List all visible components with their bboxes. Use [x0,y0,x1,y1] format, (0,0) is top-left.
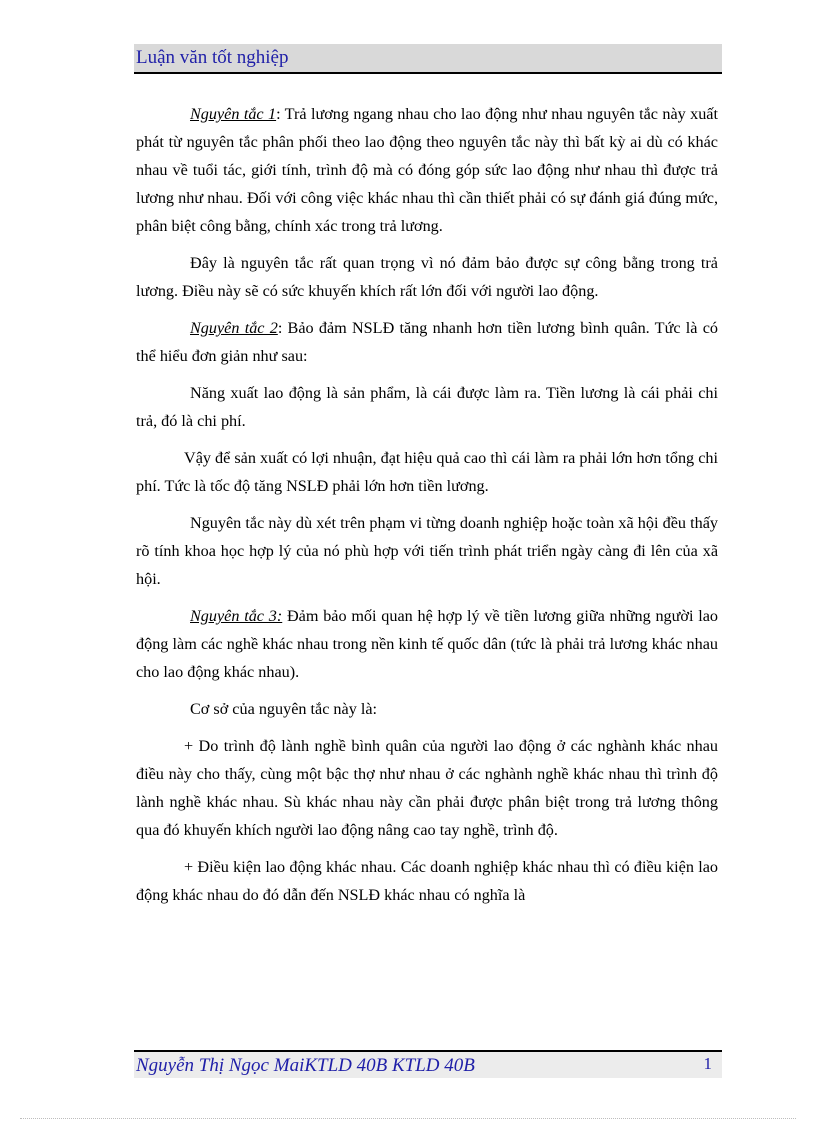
paragraph [136,379,718,435]
page-boundary-divider [20,1118,796,1119]
document-title: Luận văn tốt nghiệp [136,47,289,68]
paragraph-text: Vậy để sản xuất có lợi nhuận, đạt hiệu quả cao thì cái làm ra phải lớn hơn tổng chi phí. Tức là tốc độ tăng NSLĐ phải lớn hơn tiền lương. [136,449,718,495]
footer-author: Nguyễn Thị Ngọc MaiKTLD 40B KTLD 40B [136,1055,475,1076]
paragraph-principle-3 [136,602,718,686]
page-number: 1 [703,1054,712,1073]
paragraph-text: : Bảo đảm NSLĐ tăng nhanh hơn tiền lương bình quân. Tức là có thể hiểu đơn giản như sau: [136,319,718,365]
paragraph-principle-1 [136,100,718,240]
paragraph-text: : Trả lương ngang nhau cho lao động như nhau nguyên tắc này xuất phát từ nguyên tắc phân phối theo lao động theo nguyên tắc này thì bất kỳ ai dù có khác nhau về tuổi tác, giới tính, trình độ mà có đóng góp sức lao động như nhau thì được trả lương như nhau. Đối với công việc khác nhau thì cần thiết phải có sự đánh giá đúng mức, phân biệt công bằng, chính xác trong trả lương. [136,105,718,235]
principle-label: Nguyên tắc 2 [190,319,278,337]
paragraph-text: Đảm bảo mối quan hệ hợp lý về tiền lương giữa những người lao động làm các nghề khác nhau trong nền kinh tế quốc dân (tức là phải trả lương khác nhau cho lao động khác nhau). [136,607,718,681]
paragraph-principle-2 [136,314,718,370]
paragraph-text: Năng xuất lao động là sản phẩm, là cái được làm ra. Tiền lương là cái phải chi trả, đó là chi phí. [136,384,718,430]
paragraph [136,249,718,305]
list-paragraph [136,853,718,909]
page-footer [134,1050,722,1078]
list-paragraph [136,732,718,844]
paragraph-text: Đây là nguyên tắc rất quan trọng vì nó đảm bảo được sự công bằng trong trả lương. Điều này sẽ có sức khuyến khích rất lớn đối với người lao động. [136,254,718,300]
paragraph [136,509,718,593]
principle-label: Nguyên tắc 3: [190,607,283,625]
paragraph [136,695,718,723]
paragraph-text: + Do trình độ lành nghề bình quân của người lao động ở các nghành khác nhau điều này cho thấy, cùng một bậc thợ như nhau ở các nghành nghề khác nhau thì trình độ lành nghề khác nhau. Sù khác nhau này cần phải được phân biệt trong trả lương thông qua đó khuyến khích người lao động nâng cao tay nghề, trình độ. [136,737,718,839]
paragraph-text: + Điều kiện lao động khác nhau. Các doanh nghiệp khác nhau thì có điều kiện lao động khác nhau do đó dẫn đến NSLĐ khác nhau có nghĩa là [136,858,718,904]
page-header [134,44,722,74]
paragraph-text: Cơ sở của nguyên tắc này là: [190,700,378,718]
paragraph [136,444,718,500]
paragraph-text: Nguyên tắc này dù xét trên phạm vi từng doanh nghiệp hoặc toàn xã hội đều thấy rõ tính khoa học hợp lý của nó phù hợp với tiến trình phát triển ngày càng đi lên của xã hội. [136,514,718,588]
principle-label: Nguyên tắc 1 [190,105,277,123]
document-body [136,100,718,918]
